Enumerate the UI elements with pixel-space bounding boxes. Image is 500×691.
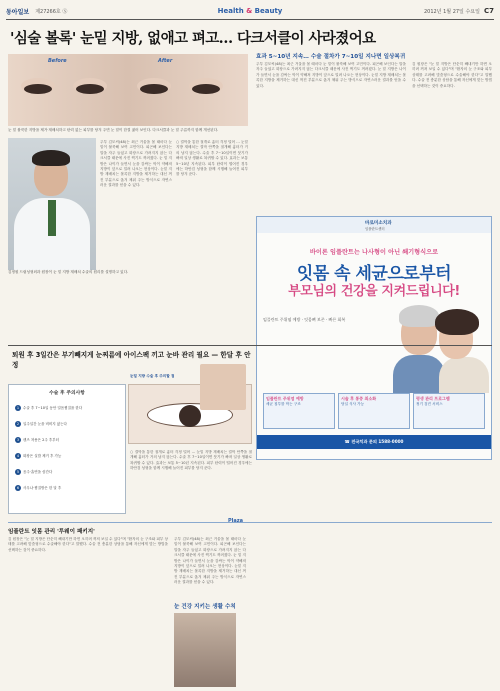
ad-headline-1: 잇몸 속 세균으로부터 (296, 264, 452, 284)
doctor-photo (8, 138, 96, 270)
ad-feature-box: 임플란트 주위염 예방 세균 침투를 막는 구조 (263, 393, 335, 429)
care-tips-box (8, 384, 126, 514)
issue-date: 2012년 1월 27일 수요일 (423, 8, 480, 15)
section-b: Beauty (254, 7, 283, 15)
care-tip: 4 화장은 실밥 제거 후 가능 (16, 453, 62, 458)
ad-tagline: 바이론 임플란트는 나사형이 아닌 쐐기형식으로 (309, 249, 439, 256)
article-subhead: 효과 5~10년 지속… 수술 절차가 7~10일 지나면 일상복귀 (256, 54, 406, 60)
section2-headline: 퇴원 후 3일간은 부기빼지게 눈찌름에 아이스팩 끼고 눈바 관리 필요 — 한달 후 안정 (12, 351, 251, 369)
ad-logo: 바로미소치과 (365, 221, 392, 226)
care-tip: 1 수술 후 7~10일 동안 얼음찜질을 한다 (16, 405, 83, 410)
after-label: After (158, 58, 173, 64)
small-portrait-photo (200, 364, 246, 410)
plaza-photo (174, 613, 236, 687)
article-col-3: 주부 김모씨(48)는 최근 거울을 볼 때마다 눈 밑이 불룩해 보여 고민이다. 피곤해 보인다는 말을 자주 들었고 화장으로 가려지지 않는 다크서클 때문에 사진 찍기도 꺼려졌다. 눈 밑 지방은 나이가 들면서 눈을 감싸는 막이 약해져 지방이 앞으로 밀려 나오는 현상이다. 눈밑 지방 재배치는 볼록한 지방을 제거하는 대신 꺼진 부분으로 옮겨 채워 주는 방식으로 자연스러운 결과를 얻을 수 있다. (256, 62, 406, 88)
paper-name: 동아일보 (6, 8, 30, 16)
plaza-headline: 임플란트 잇몸 관리 '투웨이 패키지' (8, 529, 95, 535)
ad-feature-box: 시술 후 통증 최소화 당일 식사 가능 (338, 393, 410, 429)
plaza-headline-2: 눈 건강 지키는 생활 수칙 (174, 604, 236, 610)
care-tip: 3 렌즈 착용은 2주 후부터 (16, 437, 59, 442)
care-tip: 2 일주일간 눈을 비비지 않는다 (16, 421, 67, 426)
section2-body: ○ 결막을 통한 절개로 흉터 걱정 덜어 … 눈밑 지방 재배치는 결막 안쪽을 절개해 흉터가 거의 남지 않는다. 수술 후 7~10일이면 붓기가 빠져 일상 생활로 복귀할 수 있다. 효과는 보통 5~10년 지속된다. 피부 탄력이 떨어진 경우에는 하안검 성형을 함께 시행해 늘어진 피부를 당겨 준다. (130, 450, 252, 471)
dental-ad (256, 216, 492, 460)
ad-phone-bar: ☎ 전국치과 문의 1588-0000 (257, 435, 491, 449)
before-after-photo (8, 54, 248, 126)
ad-feature-boxes (263, 393, 485, 429)
issue-number: 제27266호 Ⓢ (35, 8, 68, 15)
before-eyes (20, 80, 110, 100)
section-amp: & (246, 7, 253, 15)
plaza-body-3 (240, 613, 250, 687)
plaza-label: Plaza (228, 518, 244, 524)
care-tips-title: 수술 후 주의사항 (49, 391, 85, 396)
care-tip: 5 음주·흡연을 삼간다 (16, 469, 53, 474)
top-rule (6, 19, 494, 20)
page-number: C7 (483, 7, 494, 15)
main-headline: '심술 볼록' 눈밑 지방, 없애고 펴고… 다크서클이 사라졌어요 (10, 30, 376, 47)
ad-logo-sub: 임플란트센터 (365, 227, 385, 231)
after-eyes (136, 80, 226, 100)
section-a: Health (217, 7, 244, 15)
ad-body: 임플란트 주위염 예방 · 잇몸뼈 보존 · 빠른 회복 (263, 317, 346, 322)
article-col-1: 주부 김모씨(48)는 최근 거울을 볼 때마다 눈 밑이 불룩해 보여 고민이다. 피곤해 보인다는 말을 자주 들었고 화장으로 가려지지 않는 다크서클 때문에 사진 찍기도 꺼려졌다. 눈 밑 지방은 나이가 들면서 눈을 감싸는 막이 약해져 지방이 앞으로 밀려 나오는 현상이다. 눈밑 지방 재배치는 볼록한 지방을 제거하는 대신 꺼진 부분으로 옮겨 채워 주는 방식으로 자연스러운 결과를 얻을 수 있다. (100, 140, 172, 188)
care-tip: 6 사우나·찜질방은 한 달 후 (16, 485, 62, 490)
section-divider (8, 345, 492, 346)
photo-caption: 눈 밑 불룩한 지방을 제거·재배치하고 탄력 없는 피부를 당겨 주면 눈 밑이 한결 젊어 보인다. 다크서클과 눈 밑 주름까지 함께 개선된다. (8, 128, 219, 132)
before-label: Before (48, 58, 67, 64)
plaza-body: 김 원장은 "눈 밑 지방은 단순히 빼내기만 하면 오히려 꺼져 보일 수 있다"며 "환자의 눈 구조와 피부 상태를 고려해 맞춤형으로 수술해야 한다"고 말했다. 수술 전 충분한 상담을 통해 자신에게 맞는 방법을 선택하는 것이 중요하다. (8, 537, 168, 552)
doctor-caption: 김정원 드림성형외과 원장이 눈 밑 지방 재배치 수술의 원리를 설명하고 있다. (8, 270, 129, 274)
section2-subhead: 눈밑 지방 수술 후 주의할 점 (130, 374, 175, 378)
ad-headline-2: 부모님의 건강을 지켜드립니다! (288, 284, 460, 299)
article-col-4: 김 원장은 "눈 밑 지방은 단순히 빼내기만 하면 오히려 꺼져 보일 수 있다"며 "환자의 눈 구조와 피부 상태를 고려해 맞춤형으로 수술해야 한다"고 말했다. 수술 전 충분한 상담을 통해 자신에게 맞는 방법을 선택하는 것이 중요하다. (412, 62, 492, 88)
plaza-body-2: 주부 김모씨(48)는 최근 거울을 볼 때마다 눈 밑이 불룩해 보여 고민이다. 피곤해 보인다는 말을 자주 들었고 화장으로 가려지지 않는 다크서클 때문에 사진 찍기도 꺼려졌다. 눈 밑 지방은 나이가 들면서 눈을 감싸는 막이 약해져 지방이 앞으로 밀려 나오는 현상이다. 눈밑 지방 재배치는 볼록한 지방을 제거하는 대신 꺼진 부분으로 옮겨 채워 주는 방식으로 자연스러운 결과를 얻을 수 있다. (174, 537, 246, 585)
section-title (6, 7, 494, 15)
masthead (6, 4, 494, 18)
plaza-rule (8, 522, 492, 523)
article-col-2: ○ 결막을 통한 절개로 흉터 걱정 덜어 … 눈밑 지방 재배치는 결막 안쪽을 절개해 흉터가 거의 남지 않는다. 수술 후 7~10일이면 붓기가 빠져 일상 생활로 복귀할 수 있다. 효과는 보통 5~10년 지속된다. 피부 탄력이 떨어진 경우에는 하안검 성형을 함께 시행해 늘어진 피부를 당겨 준다. (176, 140, 248, 177)
ad-feature-box: 평생 관리 프로그램 정기 검진 서비스 (413, 393, 485, 429)
